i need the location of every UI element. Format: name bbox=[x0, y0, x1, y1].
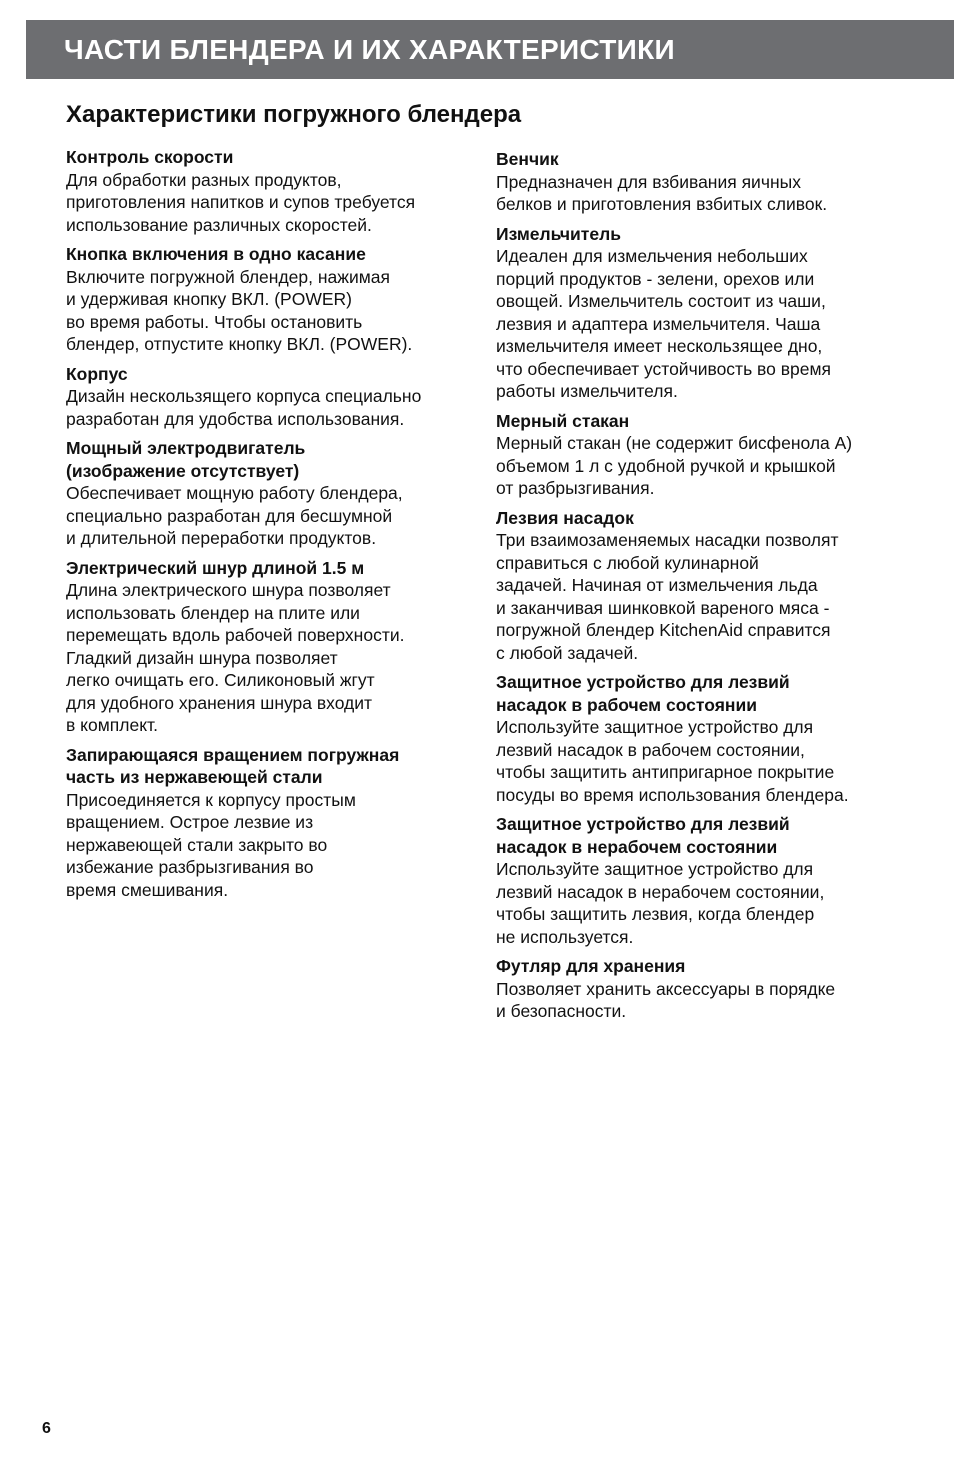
feature-storage-case bbox=[496, 955, 896, 1023]
feature-description: Используйте защитное устройство для лезвий насадок в нерабочем состоянии, чтобы защитить лезвия, когда блендер не используется. bbox=[496, 859, 825, 947]
feature-description: Мерный стакан (не содержит бисфенола А) объемом 1 л с удобной ручкой и крышкой от разбрызгивания. bbox=[496, 433, 853, 498]
feature-title: Футляр для хранения bbox=[496, 956, 686, 976]
feature-measuring-cup bbox=[496, 410, 896, 500]
feature-title: Защитное устройство для лезвий насадок в рабочем состоянии bbox=[496, 672, 790, 715]
banner-title: ЧАСТИ БЛЕНДЕРА И ИХ ХАРАКТЕРИСТИКИ bbox=[64, 33, 675, 65]
feature-pan-guard bbox=[496, 671, 896, 806]
feature-description: Дизайн нескользящего корпуса специально разработан для удобства использования. bbox=[66, 386, 422, 429]
feature-title: Электрический шнур длиной 1.5 м bbox=[66, 557, 365, 578]
feature-description: Используйте защитное устройство для лезвий насадок в рабочем состоянии, чтобы защитить антипригарное покрытие посуды во время использования блендера. bbox=[496, 717, 849, 805]
feature-blade-cover bbox=[496, 813, 896, 948]
feature-one-touch-button bbox=[66, 243, 466, 356]
page-number: 6 bbox=[42, 1420, 51, 1437]
left-column bbox=[66, 146, 466, 908]
feature-blades bbox=[496, 507, 896, 665]
feature-whisk bbox=[496, 148, 896, 216]
feature-title: Мощный электродвигатель (изображение отсутствует) bbox=[66, 438, 306, 481]
header-banner bbox=[26, 20, 954, 79]
feature-title: Корпус bbox=[66, 363, 128, 384]
feature-description: Идеален для измельчения небольших порций продуктов - зелени, орехов или овощей. Измельчитель состоит из чаши, лезвия и адаптера измельчителя. Чаша измельчителя имеет нескользящее дно, что обеспечивает устойчивость во время работы измельчителя. bbox=[496, 246, 832, 401]
feature-motor bbox=[66, 437, 466, 550]
feature-power-cord bbox=[66, 557, 466, 737]
feature-description: Включите погружной блендер, нажимая и удерживая кнопку ВКЛ. (POWER) во время работы. Чтобы остановить блендер, отпустите кнопку ВКЛ. (POWER). bbox=[66, 266, 413, 354]
feature-title: Венчик bbox=[496, 149, 559, 169]
feature-title: Запирающаяся вращением погружная часть из нержавеющей стали bbox=[66, 744, 400, 787]
right-column bbox=[496, 148, 896, 1030]
feature-body bbox=[66, 363, 466, 431]
feature-title: Контроль скорости bbox=[66, 147, 234, 167]
feature-title: Лезвия насадок bbox=[496, 507, 634, 528]
feature-blending-arm bbox=[66, 744, 466, 902]
feature-title: Защитное устройство для лезвий насадок в нерабочем состоянии bbox=[496, 814, 790, 857]
feature-title: Кнопка включения в одно касание bbox=[66, 244, 366, 264]
feature-description: Присоединяется к корпусу простым вращением. Острое лезвие из нержавеющей стали закрыто во избежание разбрызгивания во время смешивания. bbox=[66, 789, 356, 900]
feature-description: Предназначен для взбивания яичных белков и приготовления взбитых сливок. bbox=[496, 171, 828, 214]
feature-chopper bbox=[496, 223, 896, 403]
section-title: Характеристики погружного блендера bbox=[66, 101, 522, 128]
feature-description: Длина электрического шнура позволяет использовать блендер на плите или перемещать вдоль рабочей поверхности. Гладкий дизайн шнура позволяет легко очищать его. Силиконовый жгут для удобного хранения шнура входит в комплект. bbox=[66, 580, 405, 735]
feature-speed-control bbox=[66, 146, 466, 236]
feature-description: Три взаимозаменяемых насадки позволят справиться с любой кулинарной задачей. Начиная от измельчения льда и заканчивая шинковкой вареного мяса - погружной блендер KitchenAid справится с любой задачей. bbox=[496, 530, 839, 663]
feature-description: Обеспечивает мощную работу блендера, специально разработан для бесшумной и длительной переработки продуктов. bbox=[66, 483, 403, 548]
feature-title: Измельчитель bbox=[496, 223, 621, 244]
feature-description: Для обработки разных продуктов, приготовления напитков и супов требуется использование различных скоростей. bbox=[66, 169, 416, 235]
feature-title: Мерный стакан bbox=[496, 410, 630, 431]
feature-description: Позволяет хранить аксессуары в порядке и безопасности. bbox=[496, 978, 836, 1021]
